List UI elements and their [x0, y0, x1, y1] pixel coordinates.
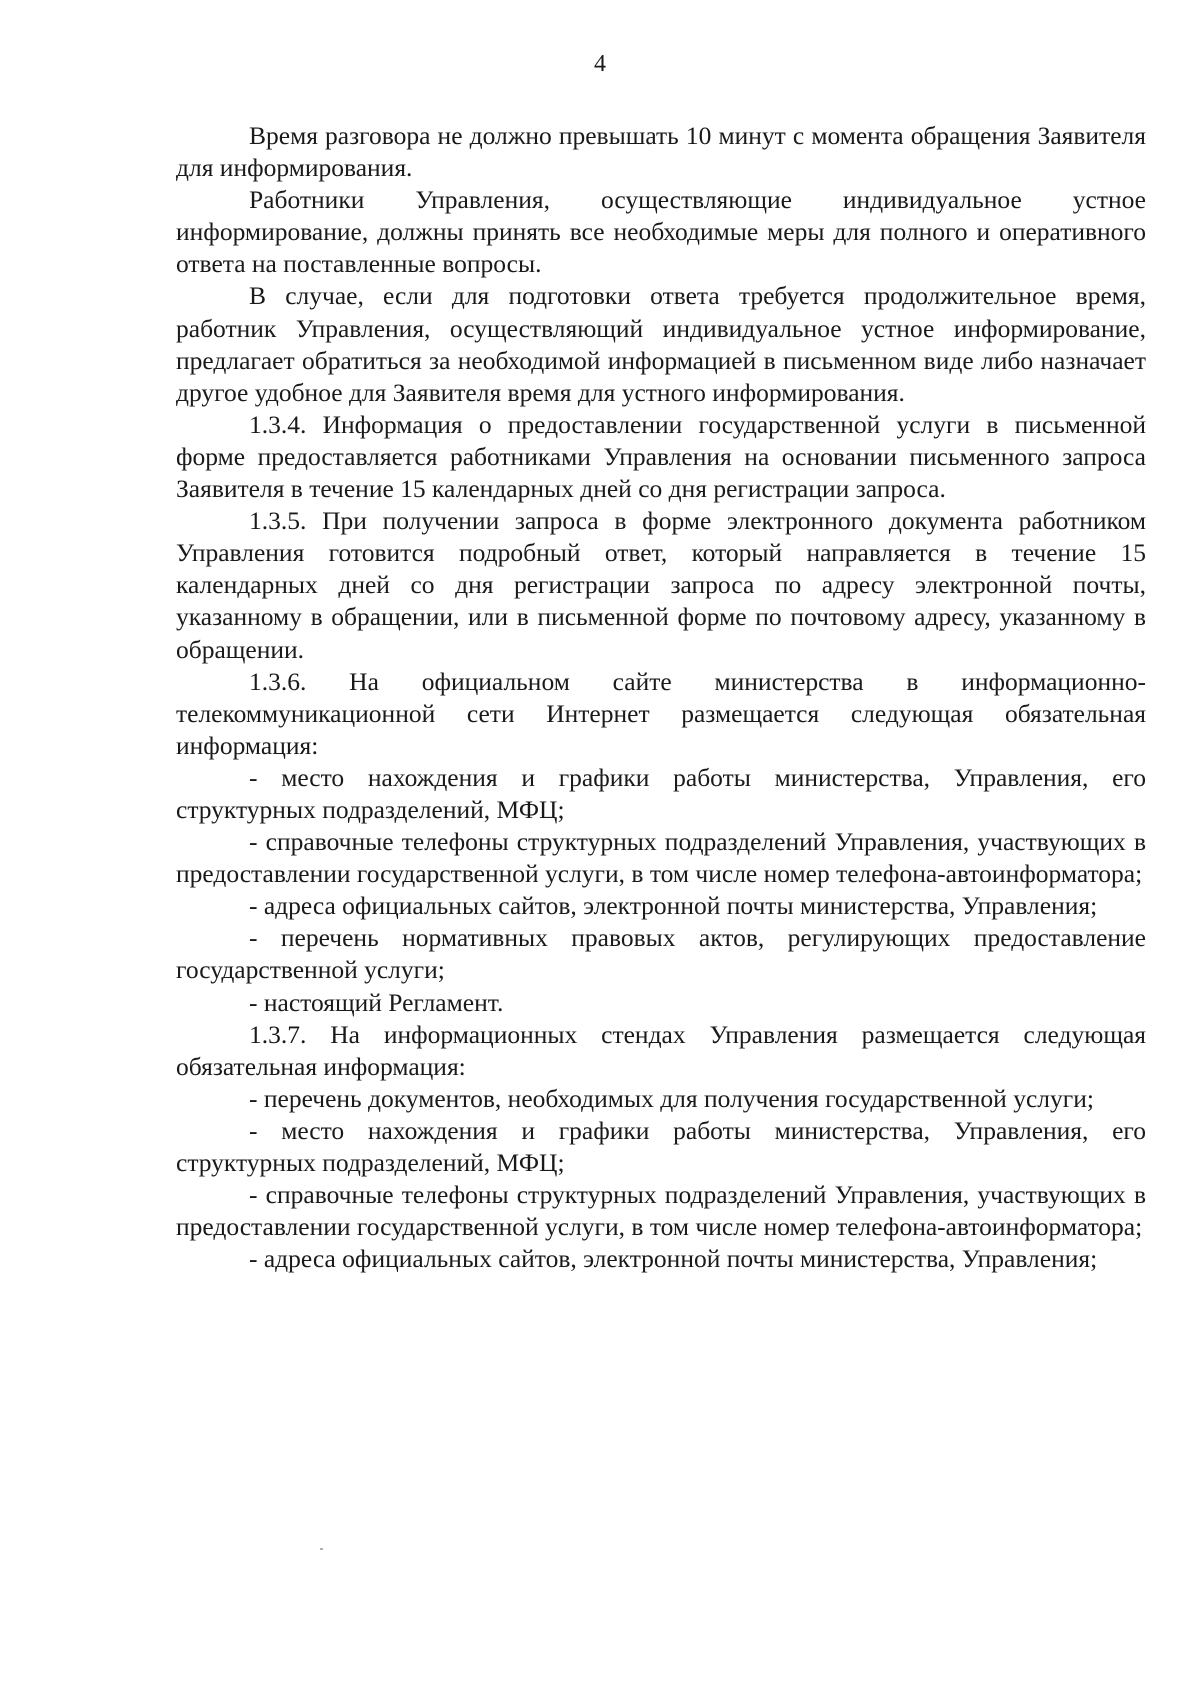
list-item-phones-2: - справочные телефоны структурных подразделений Управления, участвующих в предоставлении государственной услуги, в том числе номер телефона-автоинформатора;	[176, 1180, 1146, 1242]
list-item-legal-acts: - перечень нормативных правовых актов, регулирующих предоставление государственной услуги;	[176, 923, 1146, 985]
document-body	[176, 120, 1146, 1275]
list-item-location-schedule-2: - место нахождения и графики работы министерства, Управления, его структурных подразделений, МФЦ;	[176, 1115, 1146, 1177]
list-item-phones: - справочные телефоны структурных подразделений Управления, участвующих в предоставлении государственной услуги, в том числе номер телефона-автоинформатора;	[176, 827, 1146, 889]
paragraph-long-answer: В случае, если для подготовки ответа требуется продолжительное время, работник Управления, осуществляющий индивидуальное устное информирование, предлагает обратиться за необходимой информацией в письменном виде либо назначает другое удобное для Заявителя время для устного информирования.	[176, 281, 1146, 407]
list-item-location-schedule: - место нахождения и графики работы министерства, Управления, его структурных подразделений, МФЦ;	[176, 762, 1146, 824]
paragraph-1-3-6: 1.3.6. На официальном сайте министерства в информационно-телекоммуникационной сети Интернет размещается следующая обязательная информация:	[176, 666, 1146, 760]
paragraph-call-duration: Время разговора не должно превышать 10 минут с момента обращения Заявителя для информирования.	[176, 121, 1146, 183]
page-number: 4	[594, 51, 606, 77]
paragraph-staff-measures: Работники Управления, осуществляющие индивидуальное устное информирование, должны принять все необходимые меры для полного и оперативного ответа на поставленные вопросы.	[176, 185, 1146, 279]
paragraph-1-3-4: 1.3.4. Информация о предоставлении государственной услуги в письменной форме предоставляется работниками Управления на основании письменного запроса Заявителя в течение 15 календарных дней со дня регистрации запроса.	[176, 409, 1146, 504]
list-item-documents: - перечень документов, необходимых для получения государственной услуги;	[249, 1083, 1094, 1113]
list-item-regulation: - настоящий Регламент.	[249, 987, 504, 1017]
list-item-websites-2: - адреса официальных сайтов, электронной почты министерства, Управления;	[249, 1244, 1098, 1274]
list-item-websites: - адреса официальных сайтов, электронной почты министерства, Управления;	[249, 891, 1098, 921]
paragraph-1-3-7: 1.3.7. На информационных стендах Управления размещается следующая обязательная информация:	[176, 1019, 1146, 1081]
paragraph-1-3-5: 1.3.5. При получении запроса в форме электронного документа работником Управления готовится подробный ответ, который направляется в течение 15 календарных дней со дня регистрации запроса по адресу электронной почты, указанному в обращении, или в письменной форме по почтовому адресу, указанному в обращении.	[176, 506, 1146, 664]
scan-speck	[320, 1548, 323, 1550]
